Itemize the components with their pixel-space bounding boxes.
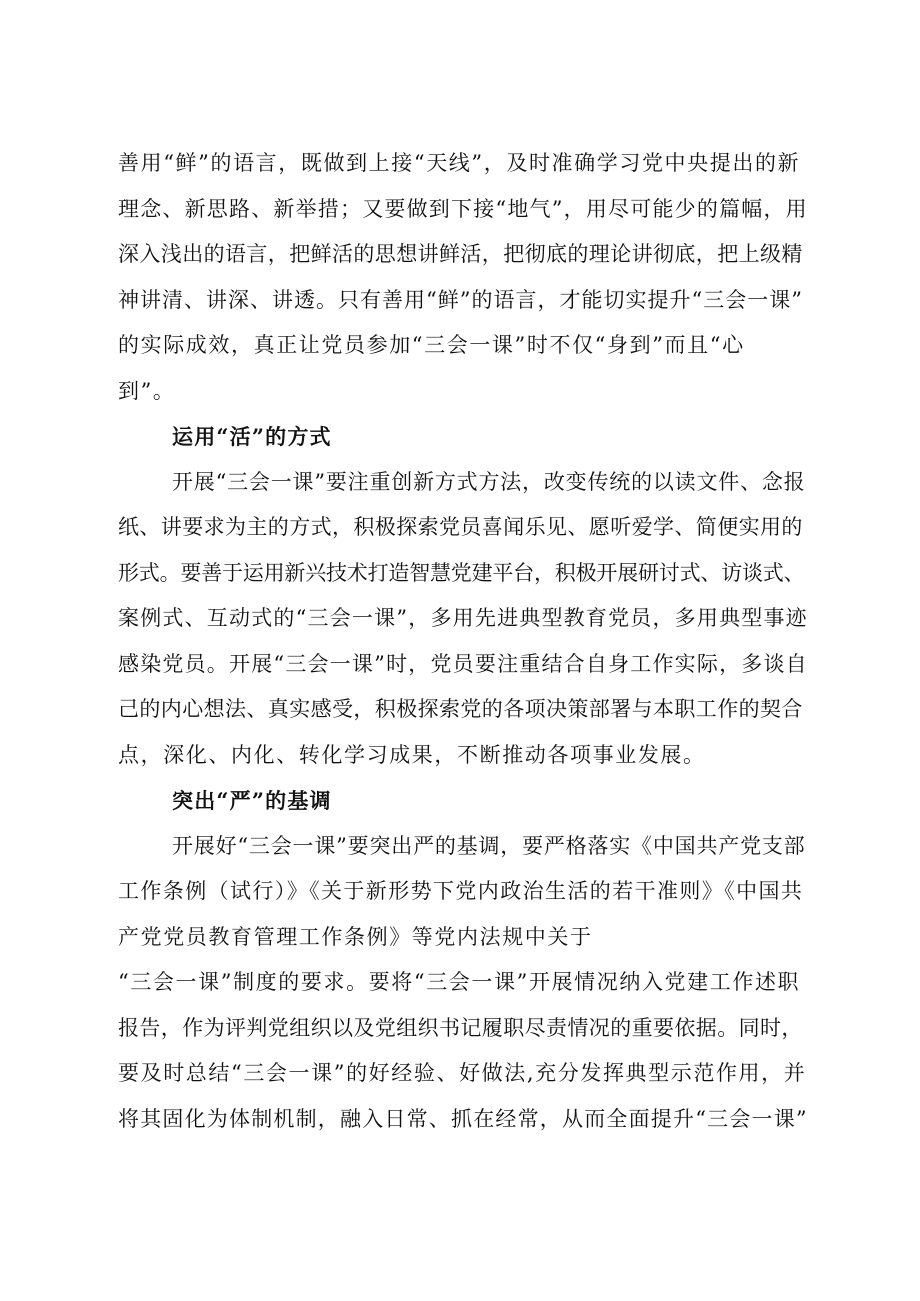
paragraph-line: “三会一课”制度的要求。要将“三会一课”开展情况纳入党建工作述职: [118, 970, 801, 994]
paragraph-first-line: 开展“三会一课”要注重创新方式方法，改变传统的以读文件、念报: [172, 469, 806, 494]
paragraph-line: 深入浅出的语言，把鲜活的思想讲鲜活，把彻底的理论讲彻底，把上级精: [118, 242, 803, 266]
section-heading: 突出“严”的基调: [172, 788, 332, 813]
paragraph-line: 感染党员。开展“三会一课”时，党员要注重结合自身工作实际，多谈自: [118, 651, 808, 676]
paragraph-line: 工作条例（试行）》《关于新形势下党内政治生活的若干准则》《中国共: [118, 879, 804, 903]
paragraph-line: 案例式、互动式的“三会一课”，多用先进典型教育党员，多用典型事迹: [118, 606, 808, 630]
paragraph-line: 产党党员教育管理工作条例》等党内法规中关于: [118, 924, 593, 949]
paragraph-line: 己的内心想法、真实感受，积极探索党的各项决策部署与本职工作的契合: [118, 697, 803, 721]
paragraph-line: 形式。要善于运用新兴技术打造智慧党建平台，积极开展研讨式、访谈式、: [118, 560, 805, 585]
paragraph-line: 纸、讲要求为主的方式，积极探索党员喜闻乐见、愿听爱学、简便实用的: [118, 515, 803, 539]
paragraph-line: 将其固化为体制机制，融入日常、抓在经常，从而全面提升“三会一课”: [118, 1106, 808, 1131]
paragraph-line: 神讲清、讲深、讲透。只有善用“鲜”的语言，才能切实提升“三会一课”: [118, 287, 803, 312]
paragraph-line: 善用“鲜”的语言，既做到上接“天线”，及时准确学习党中央提出的新: [118, 151, 801, 175]
paragraph-line: 的实际成效，真正让党员参加“三会一课”时不仅“身到”而且“心: [118, 333, 745, 357]
paragraph-first-line: 开展好“三会一课”要突出严的基调，要严格落实《中国共产党支部: [172, 833, 806, 858]
document-body: [118, 141, 808, 1142]
paragraph-line: 理念、新思路、新举措；又要做到下接“地气”，用尽可能少的篇幅，用: [118, 196, 808, 221]
paragraph-line: 到”。: [118, 378, 176, 403]
paragraph-line: 要及时总结“三会一课”的好经验、好做法,充分发挥典型示范作用，并: [118, 1061, 807, 1085]
section-heading: 运用“活”的方式: [172, 424, 332, 449]
paragraph-line: 报告，作为评判党组织以及党组织书记履职尽责情况的重要依据。同时，: [118, 1015, 803, 1040]
paragraph-line: 点，深化、内化、转化学习成果，不断推动各项事业发展。: [118, 742, 706, 767]
